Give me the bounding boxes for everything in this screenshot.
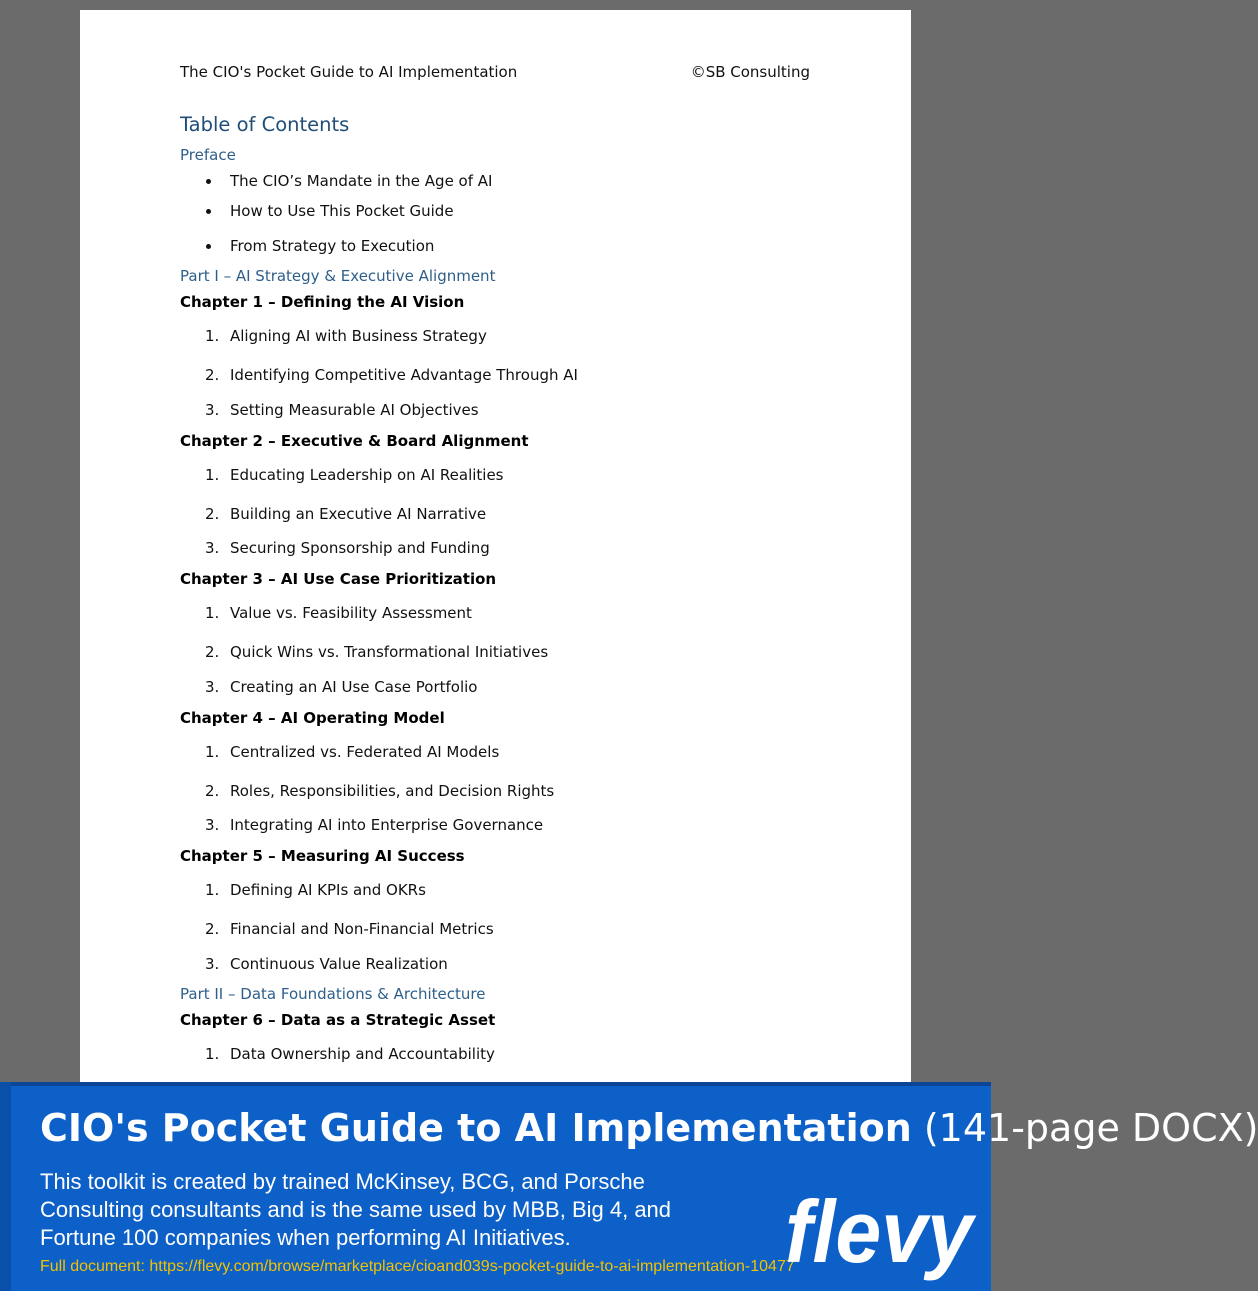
toc-entry[interactable]: 1. Data Ownership and Accountability <box>180 1033 810 1076</box>
list-number: 3. <box>205 539 220 558</box>
numbered-list <box>180 869 810 981</box>
toc-chapter-heading[interactable]: Chapter 6 – Data as a Strategic Asset <box>180 1011 496 1030</box>
toc-entry[interactable]: 1. Value vs. Feasibility Assessment <box>180 592 810 635</box>
toc-entry[interactable]: 3. Continuous Value Realization <box>180 947 810 982</box>
bullet-list <box>180 168 810 263</box>
bullet-icon <box>206 179 211 184</box>
list-number: 1. <box>205 327 220 346</box>
numbered-list <box>180 454 810 566</box>
toc-entry[interactable]: 3. Securing Sponsorship and Funding <box>180 531 810 566</box>
bullet-icon <box>206 209 211 214</box>
header-title: The CIO's Pocket Guide to AI Implementation <box>180 63 518 81</box>
toc-entry[interactable]: 3. Integrating AI into Enterprise Governance <box>180 808 810 843</box>
list-number: 2. <box>205 643 220 662</box>
numbered-list <box>180 315 810 427</box>
toc-entry[interactable]: 2. Roles, Responsibilities, and Decision Rights <box>180 774 810 809</box>
promo-banner <box>0 1082 1258 1291</box>
document-page <box>80 10 911 1110</box>
banner-title-format: (141-page DOCX) <box>911 1106 1258 1150</box>
bullet-icon <box>206 244 211 249</box>
toc-entry[interactable]: 3. Creating an AI Use Case Portfolio <box>180 670 810 705</box>
toc-entry[interactable]: How to Use This Pocket Guide <box>180 194 810 229</box>
list-number: 2. <box>205 781 220 800</box>
list-number: 1. <box>205 465 220 484</box>
toc-title: Table of Contents <box>180 113 350 136</box>
flevy-logo-text: flevy <box>785 1182 977 1281</box>
numbered-list <box>180 592 810 704</box>
toc-entry[interactable]: 1. Centralized vs. Federated AI Models <box>180 731 810 774</box>
list-number: 1. <box>205 742 220 761</box>
banner-title <box>40 1106 1258 1150</box>
toc-chapter-heading[interactable]: Chapter 4 – AI Operating Model <box>180 708 445 727</box>
banner-left-edge <box>0 1082 11 1291</box>
toc-part-link[interactable]: Part I – AI Strategy & Executive Alignment <box>180 267 496 286</box>
list-number: 2. <box>205 504 220 523</box>
toc-entry[interactable]: 1. Defining AI KPIs and OKRs <box>180 869 810 912</box>
toc-entry[interactable]: From Strategy to Execution <box>180 229 810 264</box>
banner-document-link[interactable]: Full document: https://flevy.com/browse/marketplace/cioand039s-pocket-guide-to-ai-implementation-10477 <box>40 1258 795 1275</box>
table-of-contents <box>180 110 810 1076</box>
toc-entry[interactable]: 2. Financial and Non-Financial Metrics <box>180 912 810 947</box>
banner-top-border <box>0 1082 991 1086</box>
list-number: 2. <box>205 366 220 385</box>
header-copyright: ©SB Consulting <box>690 63 810 81</box>
list-number: 3. <box>205 677 220 696</box>
toc-entry[interactable]: 1. Educating Leadership on AI Realities <box>180 454 810 497</box>
numbered-list <box>180 731 810 843</box>
toc-entry[interactable]: 3. Setting Measurable AI Objectives <box>180 393 810 428</box>
banner-description: This toolkit is created by trained McKinsey, BCG, and Porsche Consulting consultants and is the same used by MBB, Big 4, and Fortune 100 companies when performing AI Initiatives. <box>40 1169 672 1250</box>
list-number: 3. <box>205 816 220 835</box>
list-number: 2. <box>205 919 220 938</box>
toc-entry[interactable]: 1. Aligning AI with Business Strategy <box>180 315 810 358</box>
list-number: 3. <box>205 401 220 420</box>
toc-entry[interactable]: 2. Quick Wins vs. Transformational Initiatives <box>180 635 810 670</box>
toc-entry[interactable]: 2. Identifying Competitive Advantage Through AI <box>180 358 810 393</box>
toc-chapter-heading[interactable]: Chapter 5 – Measuring AI Success <box>180 846 465 865</box>
toc-chapter-heading[interactable]: Chapter 2 – Executive & Board Alignment <box>180 431 529 450</box>
list-number: 1. <box>205 604 220 623</box>
flevy-logo[interactable] <box>785 1174 985 1284</box>
banner-title-main: CIO's Pocket Guide to AI Implementation <box>40 1106 912 1150</box>
list-number: 3. <box>205 954 220 973</box>
toc-entry[interactable]: 2. Building an Executive AI Narrative <box>180 497 810 532</box>
toc-part-link[interactable]: Part II – Data Foundations & Architecture <box>180 985 486 1004</box>
toc-chapter-heading[interactable]: Chapter 1 – Defining the AI Vision <box>180 293 465 312</box>
toc-entry[interactable]: The CIO’s Mandate in the Age of AI <box>180 168 810 194</box>
list-number: 1. <box>205 880 220 899</box>
list-number: 1. <box>205 1045 220 1064</box>
toc-chapter-heading[interactable]: Chapter 3 – AI Use Case Prioritization <box>180 570 497 589</box>
numbered-list <box>180 1033 810 1076</box>
toc-part-link[interactable]: Preface <box>180 146 236 164</box>
